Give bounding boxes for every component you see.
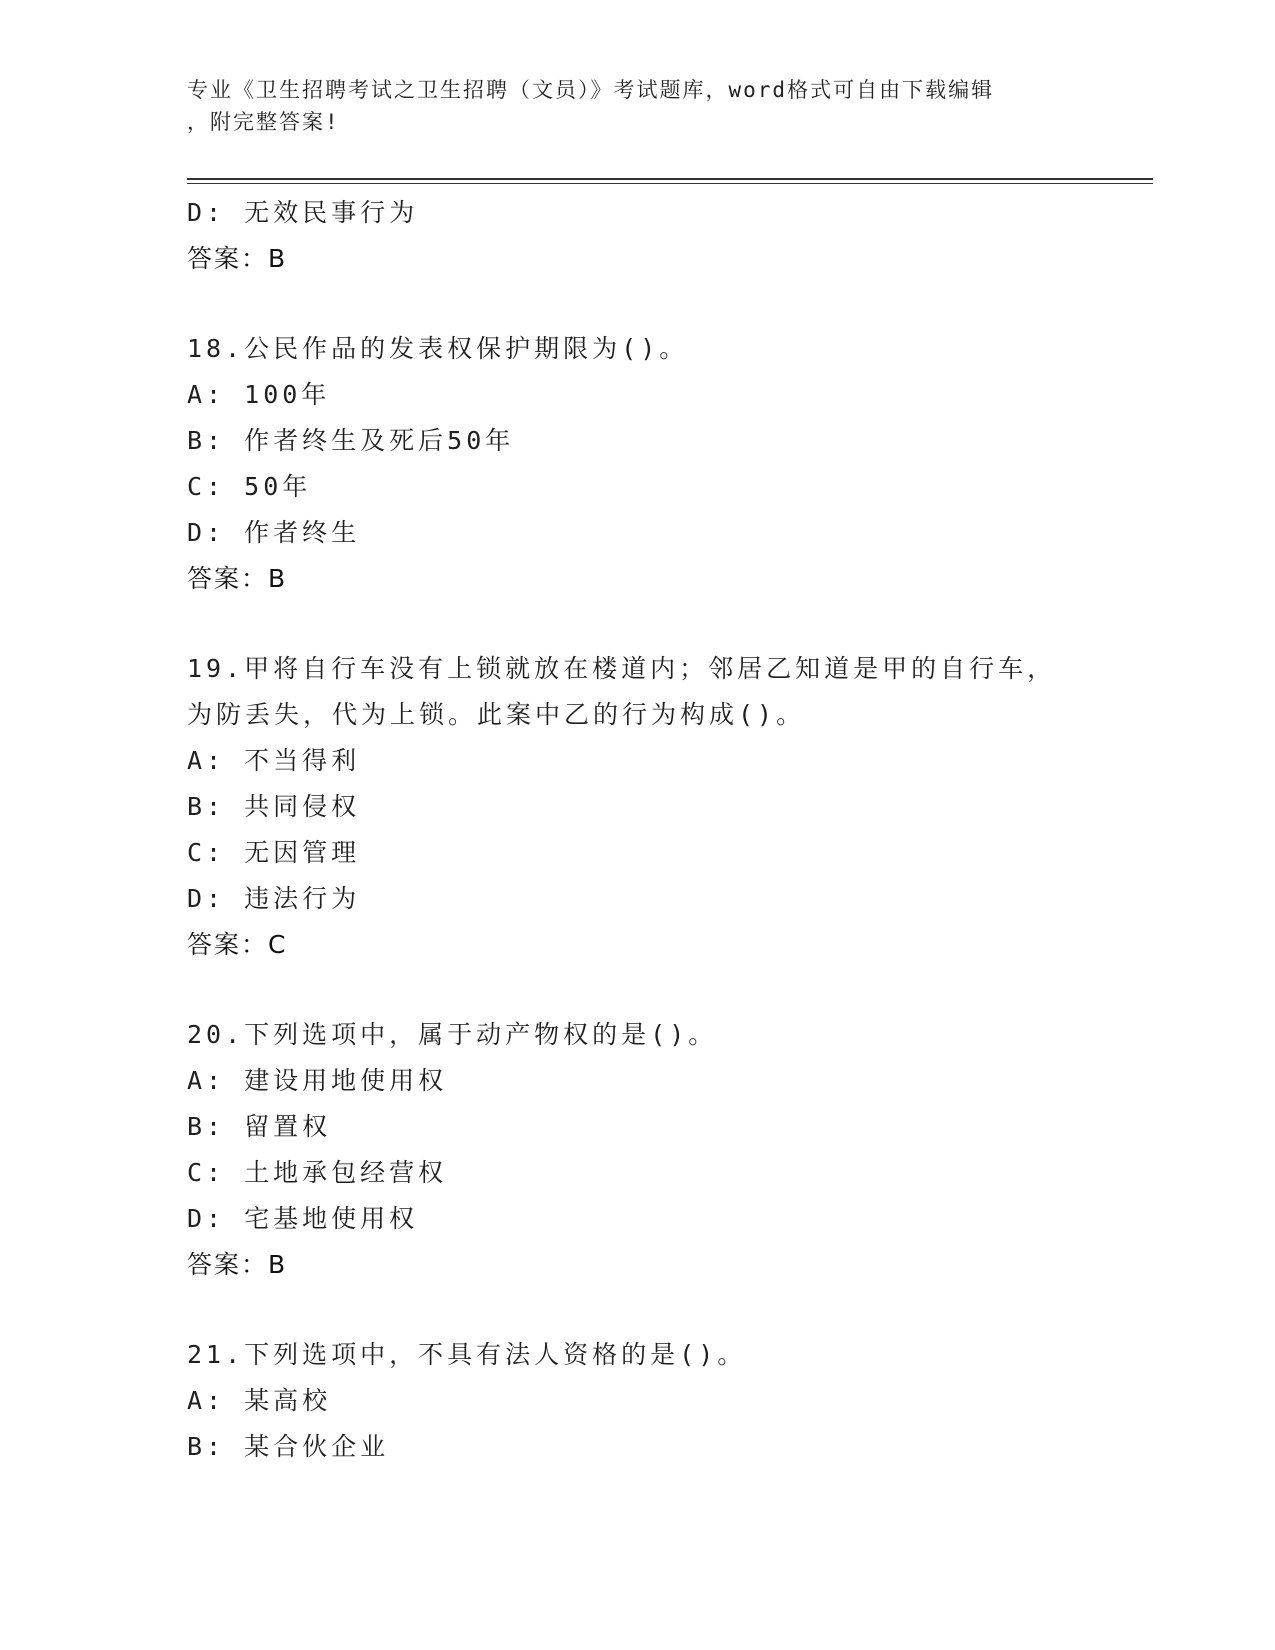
header-title-continuation: ，附完整答案!: [187, 110, 340, 134]
document-header: [187, 74, 1087, 138]
question-stem: 18.公民作品的发表权保护期限为()。: [187, 334, 689, 363]
option-d: D: 无效民事行为: [187, 198, 419, 227]
option-a: A: 某高校: [187, 1386, 332, 1415]
option-c: C: 土地承包经营权: [187, 1158, 448, 1187]
question-spacer: [187, 602, 1087, 646]
option-b: B: 某合伙企业: [187, 1432, 390, 1461]
question-spacer: [187, 1288, 1087, 1332]
option-c: C: 50年: [187, 472, 312, 501]
answer-line: 答案：B: [187, 244, 288, 273]
header-title-line: 专业《卫生招聘考试之卫生招聘（文员）》考试题库，word格式可自由下载编辑: [187, 78, 995, 102]
question-21: [187, 1332, 1087, 1470]
answer-line: 答案：C: [187, 930, 288, 959]
option-c: C: 无因管理: [187, 838, 361, 867]
question-spacer: [187, 968, 1087, 1012]
option-b: B: 作者终生及死后50年: [187, 426, 515, 455]
question-stem: 20.下列选项中，属于动产物权的是()。: [187, 1020, 718, 1049]
question-19: [187, 646, 1087, 968]
option-b: B: 共同侵权: [187, 792, 361, 821]
option-d: D: 作者终生: [187, 518, 361, 547]
option-a: A: 建设用地使用权: [187, 1066, 448, 1095]
previous-question-fragment: [187, 190, 1087, 282]
question-18: [187, 326, 1087, 602]
answer-line: 答案：B: [187, 1250, 288, 1279]
question-stem: 19.甲将自行车没有上锁就放在楼道内；邻居乙知道是甲的自行车，为防丢失，代为上锁。此案中乙的行为构成()。: [187, 654, 1057, 729]
header-rule-thin: [187, 183, 1153, 184]
option-a: A: 100年: [187, 380, 331, 409]
option-d: D: 违法行为: [187, 884, 361, 913]
header-rule-thick: [187, 178, 1153, 180]
question-20: [187, 1012, 1087, 1288]
question-spacer: [187, 282, 1087, 326]
question-list: [187, 190, 1087, 1470]
option-d: D: 宅基地使用权: [187, 1204, 419, 1233]
answer-line: 答案：B: [187, 564, 288, 593]
option-a: A: 不当得利: [187, 746, 361, 775]
option-b: B: 留置权: [187, 1112, 332, 1141]
question-stem: 21.下列选项中，不具有法人资格的是()。: [187, 1340, 747, 1369]
